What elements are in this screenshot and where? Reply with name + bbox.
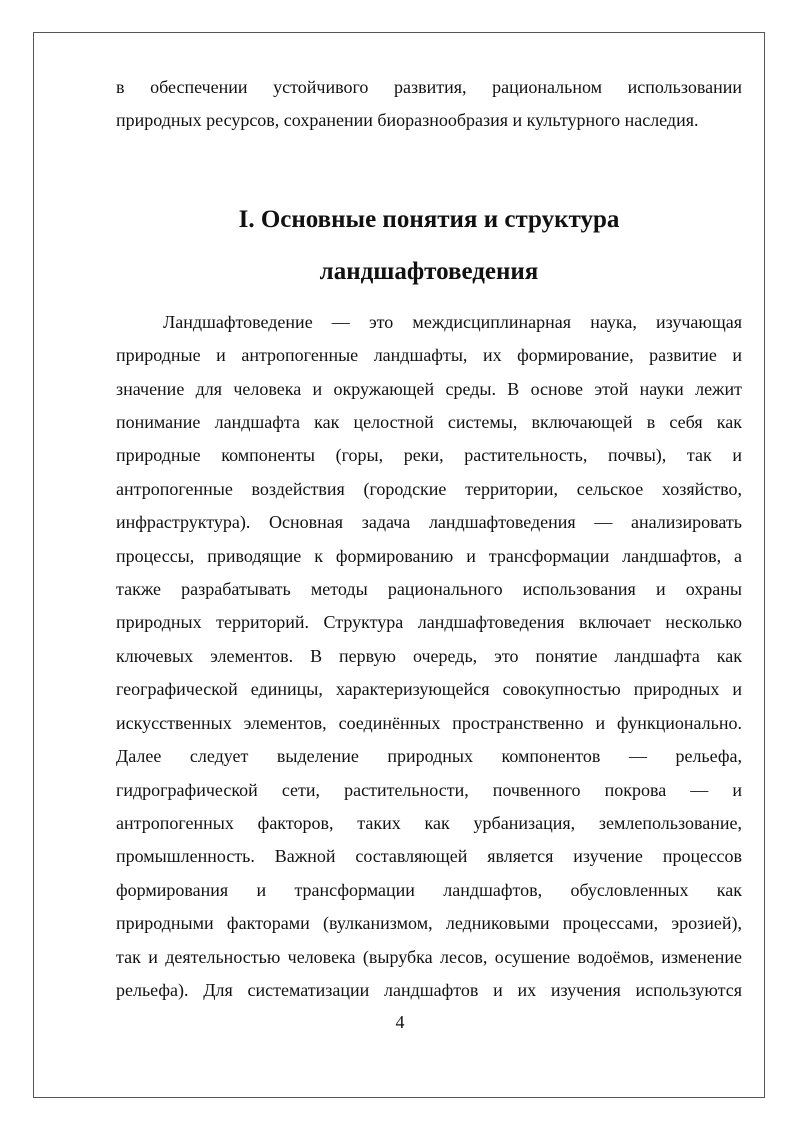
page-content	[116, 71, 742, 1007]
body-line: понимание ландшафта как целостной системы, включающей в себя как	[116, 412, 742, 433]
body-paragraph	[116, 306, 742, 1008]
body-line: формирования и трансформации ландшафтов, обусловленных как	[116, 879, 742, 900]
body-line: природные и антропогенные ландшафты, их формирование, развитие и	[116, 345, 742, 366]
body-line: искусственных элементов, соединённых пространственно и функционально.	[116, 712, 742, 733]
intro-paragraph	[116, 71, 742, 138]
body-line: гидрографической сети, растительности, почвенного покрова — и	[116, 779, 742, 800]
body-line: антропогенные воздействия (городские территории, сельское хозяйство,	[116, 478, 742, 499]
body-line: природные компоненты (горы, реки, растительность, почвы), так и	[116, 445, 742, 466]
body-line: так и деятельностью человека (вырубка лесов, осушение водоёмов, изменение	[116, 946, 742, 967]
body-line: промышленность. Важной составляющей является изучение процессов	[116, 846, 742, 867]
section-heading-line: I. Основные понятия и структура	[238, 205, 620, 233]
spacer	[116, 138, 742, 194]
body-line: географической единицы, характеризующейся совокупностью природных и	[116, 679, 742, 700]
page-number: 4	[395, 1012, 405, 1032]
body-line: рельефа). Для систематизации ландшафтов и их изучения используются	[116, 979, 742, 1000]
body-line: Ландшафтоведение — это междисциплинарная наука, изучающая	[163, 311, 742, 332]
section-heading	[116, 194, 742, 298]
intro-line: природных ресурсов, сохранении биоразнообразия и культурного наследия.	[116, 110, 699, 131]
body-line: также разрабатывать методы рационального использования и охраны	[116, 579, 742, 600]
section-heading-line: ландшафтоведения	[319, 257, 539, 285]
spacer	[116, 298, 742, 306]
body-line: ключевых элементов. В первую очередь, это понятие ландшафта как	[116, 645, 742, 666]
body-line: значение для человека и окружающей среды. В основе этой науки лежит	[116, 378, 742, 399]
intro-line: в обеспечении устойчивого развития, рациональном использовании	[116, 77, 742, 97]
body-line: Далее следует выделение природных компонентов — рельефа,	[116, 746, 742, 767]
body-line: природных территорий. Структура ландшафтоведения включает несколько	[116, 612, 742, 633]
body-line: природными факторами (вулканизмом, ледниковыми процессами, эрозией),	[116, 913, 742, 934]
body-line: процессы, приводящие к формированию и трансформации ландшафтов, а	[116, 545, 742, 566]
body-line: антропогенных факторов, таких как урбанизация, землепользование,	[116, 812, 742, 833]
body-line: инфраструктура). Основная задача ландшафтоведения — анализировать	[116, 512, 742, 533]
